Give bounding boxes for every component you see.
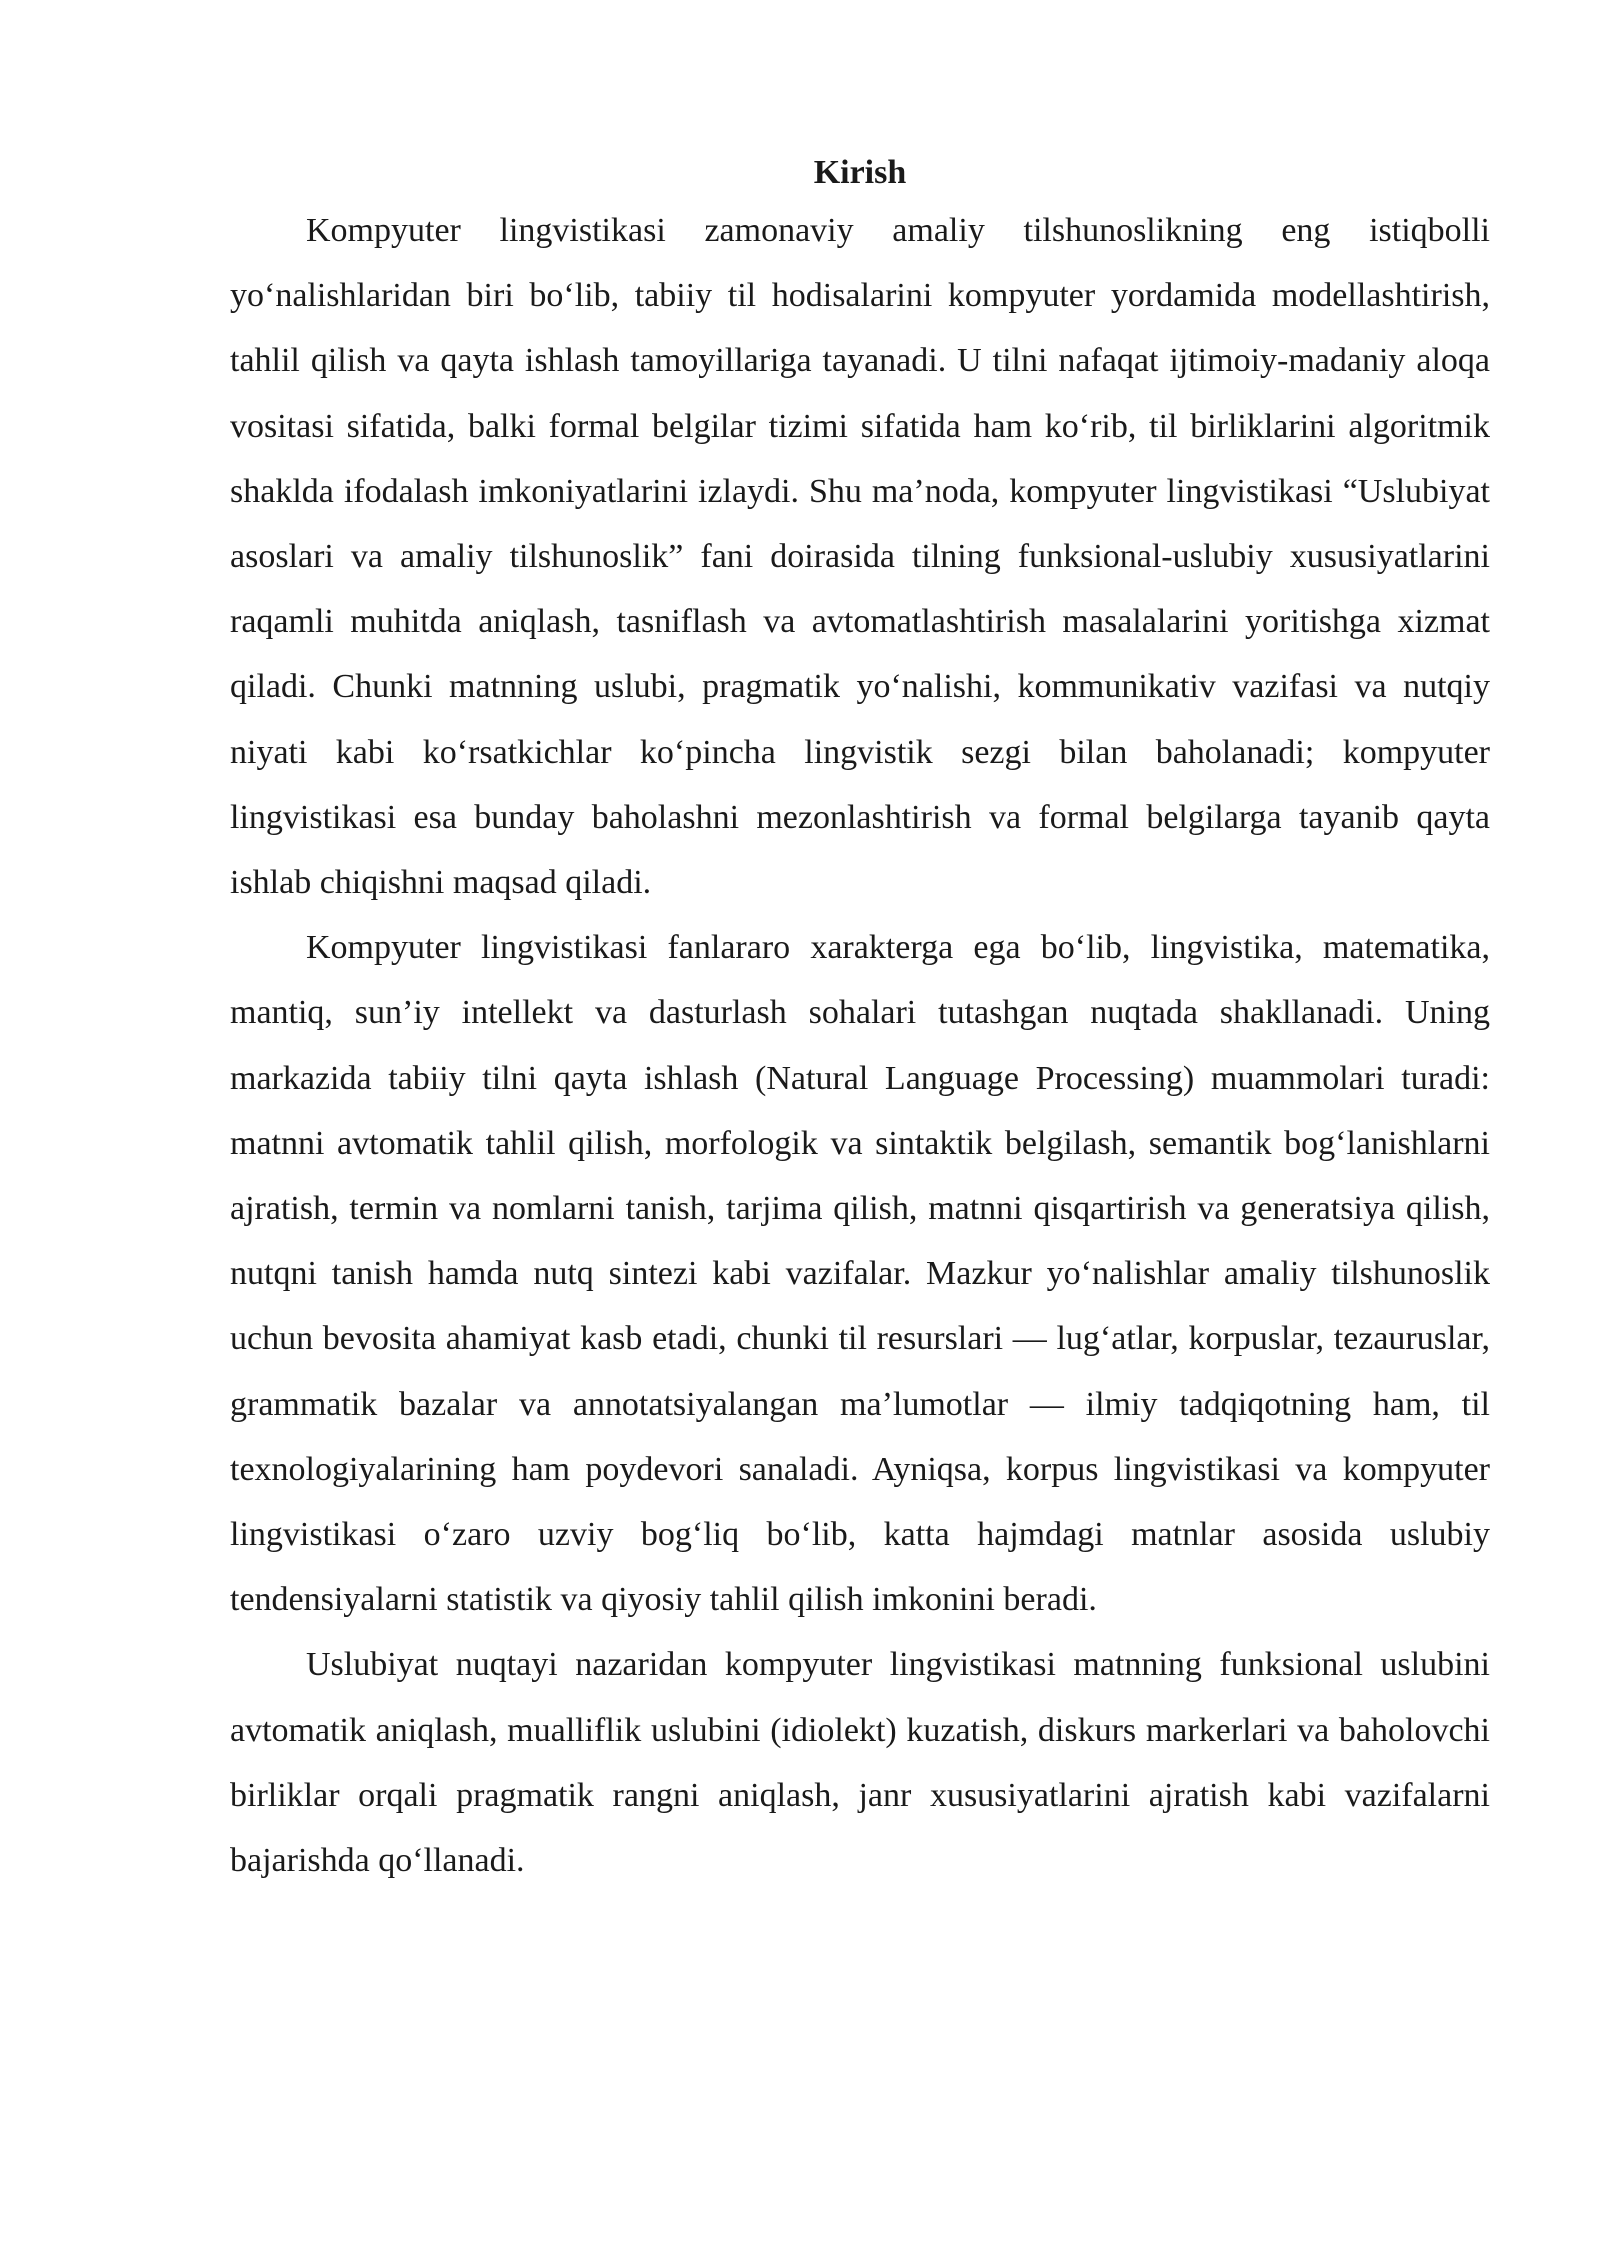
document-title: Kirish bbox=[813, 154, 907, 191]
paragraph-3: Uslubiyat nuqtayi nazaridan kompyuter lingvistikasi matnning funksional uslubini avtomatik aniqlash, mualliflik uslubini (idiolekt) kuzatish, diskurs markerlari va baholovchi birliklar orqali pragmatik rangni aniqlash, janr xususiyatlarini ajratish kabi vazifalarni bajarishda qo‘llanadi. bbox=[230, 1646, 1490, 1880]
paragraph-1: Kompyuter lingvistikasi zamonaviy amaliy tilshunoslikning eng istiqbolli yo‘nalishlaridan biri bo‘lib, tabiiy til hodisalarini kompyuter yordamida modellashtirish, tahlil qilish va qayta ishlash tamoyillariga tayanadi. U tilni nafaqat ijtimoiy-madaniy aloqa vositasi sifatida, balki formal belgilar tizimi sifatida ham ko‘rib, til birliklarini algoritmik shaklda ifodalash imkoniyatlarini izlaydi. Shu ma’noda, kompyuter lingvistikasi “Uslubiyat asoslari va amaliy tilshunoslik” fani doirasida tilning funksional-uslubiy xususiyatlarini raqamli muhitda aniqlash, tasniflash va avtomatlashtirish masalalarini yoritishga xizmat qiladi. Chunki matnning uslubi, pragmatik yo‘nalishi, kommunikativ vazifasi va nutqiy niyati kabi ko‘rsatkichlar ko‘pincha lingvistik sezgi bilan baholanadi; kompyuter lingvistikasi esa bunday baholashni mezonlashtirish va formal belgilarga tayanib qayta ishlab chiqishni maqsad qiladi. bbox=[230, 212, 1490, 902]
paragraph-2: Kompyuter lingvistikasi fanlararo xarakterga ega bo‘lib, lingvistika, matematika, mantiq, sun’iy intellekt va dasturlash sohalari tutashgan nuqtada shakllanadi. Uning markazida tabiiy tilni qayta ishlash (Natural Language Processing) muammolari turadi: matnni avtomatik tahlil qilish, morfologik va sintaktik belgilash, semantik bog‘lanishlarni ajratish, termin va nomlarni tanish, tarjima qilish, matnni qisqartirish va generatsiya qilish, nutqni tanish hamda nutq sintezi kabi vazifalar. Mazkur yo‘nalishlar amaliy tilshunoslik uchun bevosita ahamiyat kasb etadi, chunki til resurslari — lug‘atlar, korpuslar, tezauruslar, grammatik bazalar va annotatsiyalangan ma’lumotlar — ilmiy tadqiqotning ham, til texnologiyalarining ham poydevori sanaladi. Ayniqsa, korpus lingvistikasi va kompyuter lingvistikasi o‘zaro uzviy bog‘liq bo‘lib, katta hajmdagi matnlar asosida uslubiy tendensiyalarni statistik va qiyosiy tahlil qilish imkonini beradi. bbox=[230, 929, 1490, 1619]
document-body bbox=[230, 148, 1490, 1893]
